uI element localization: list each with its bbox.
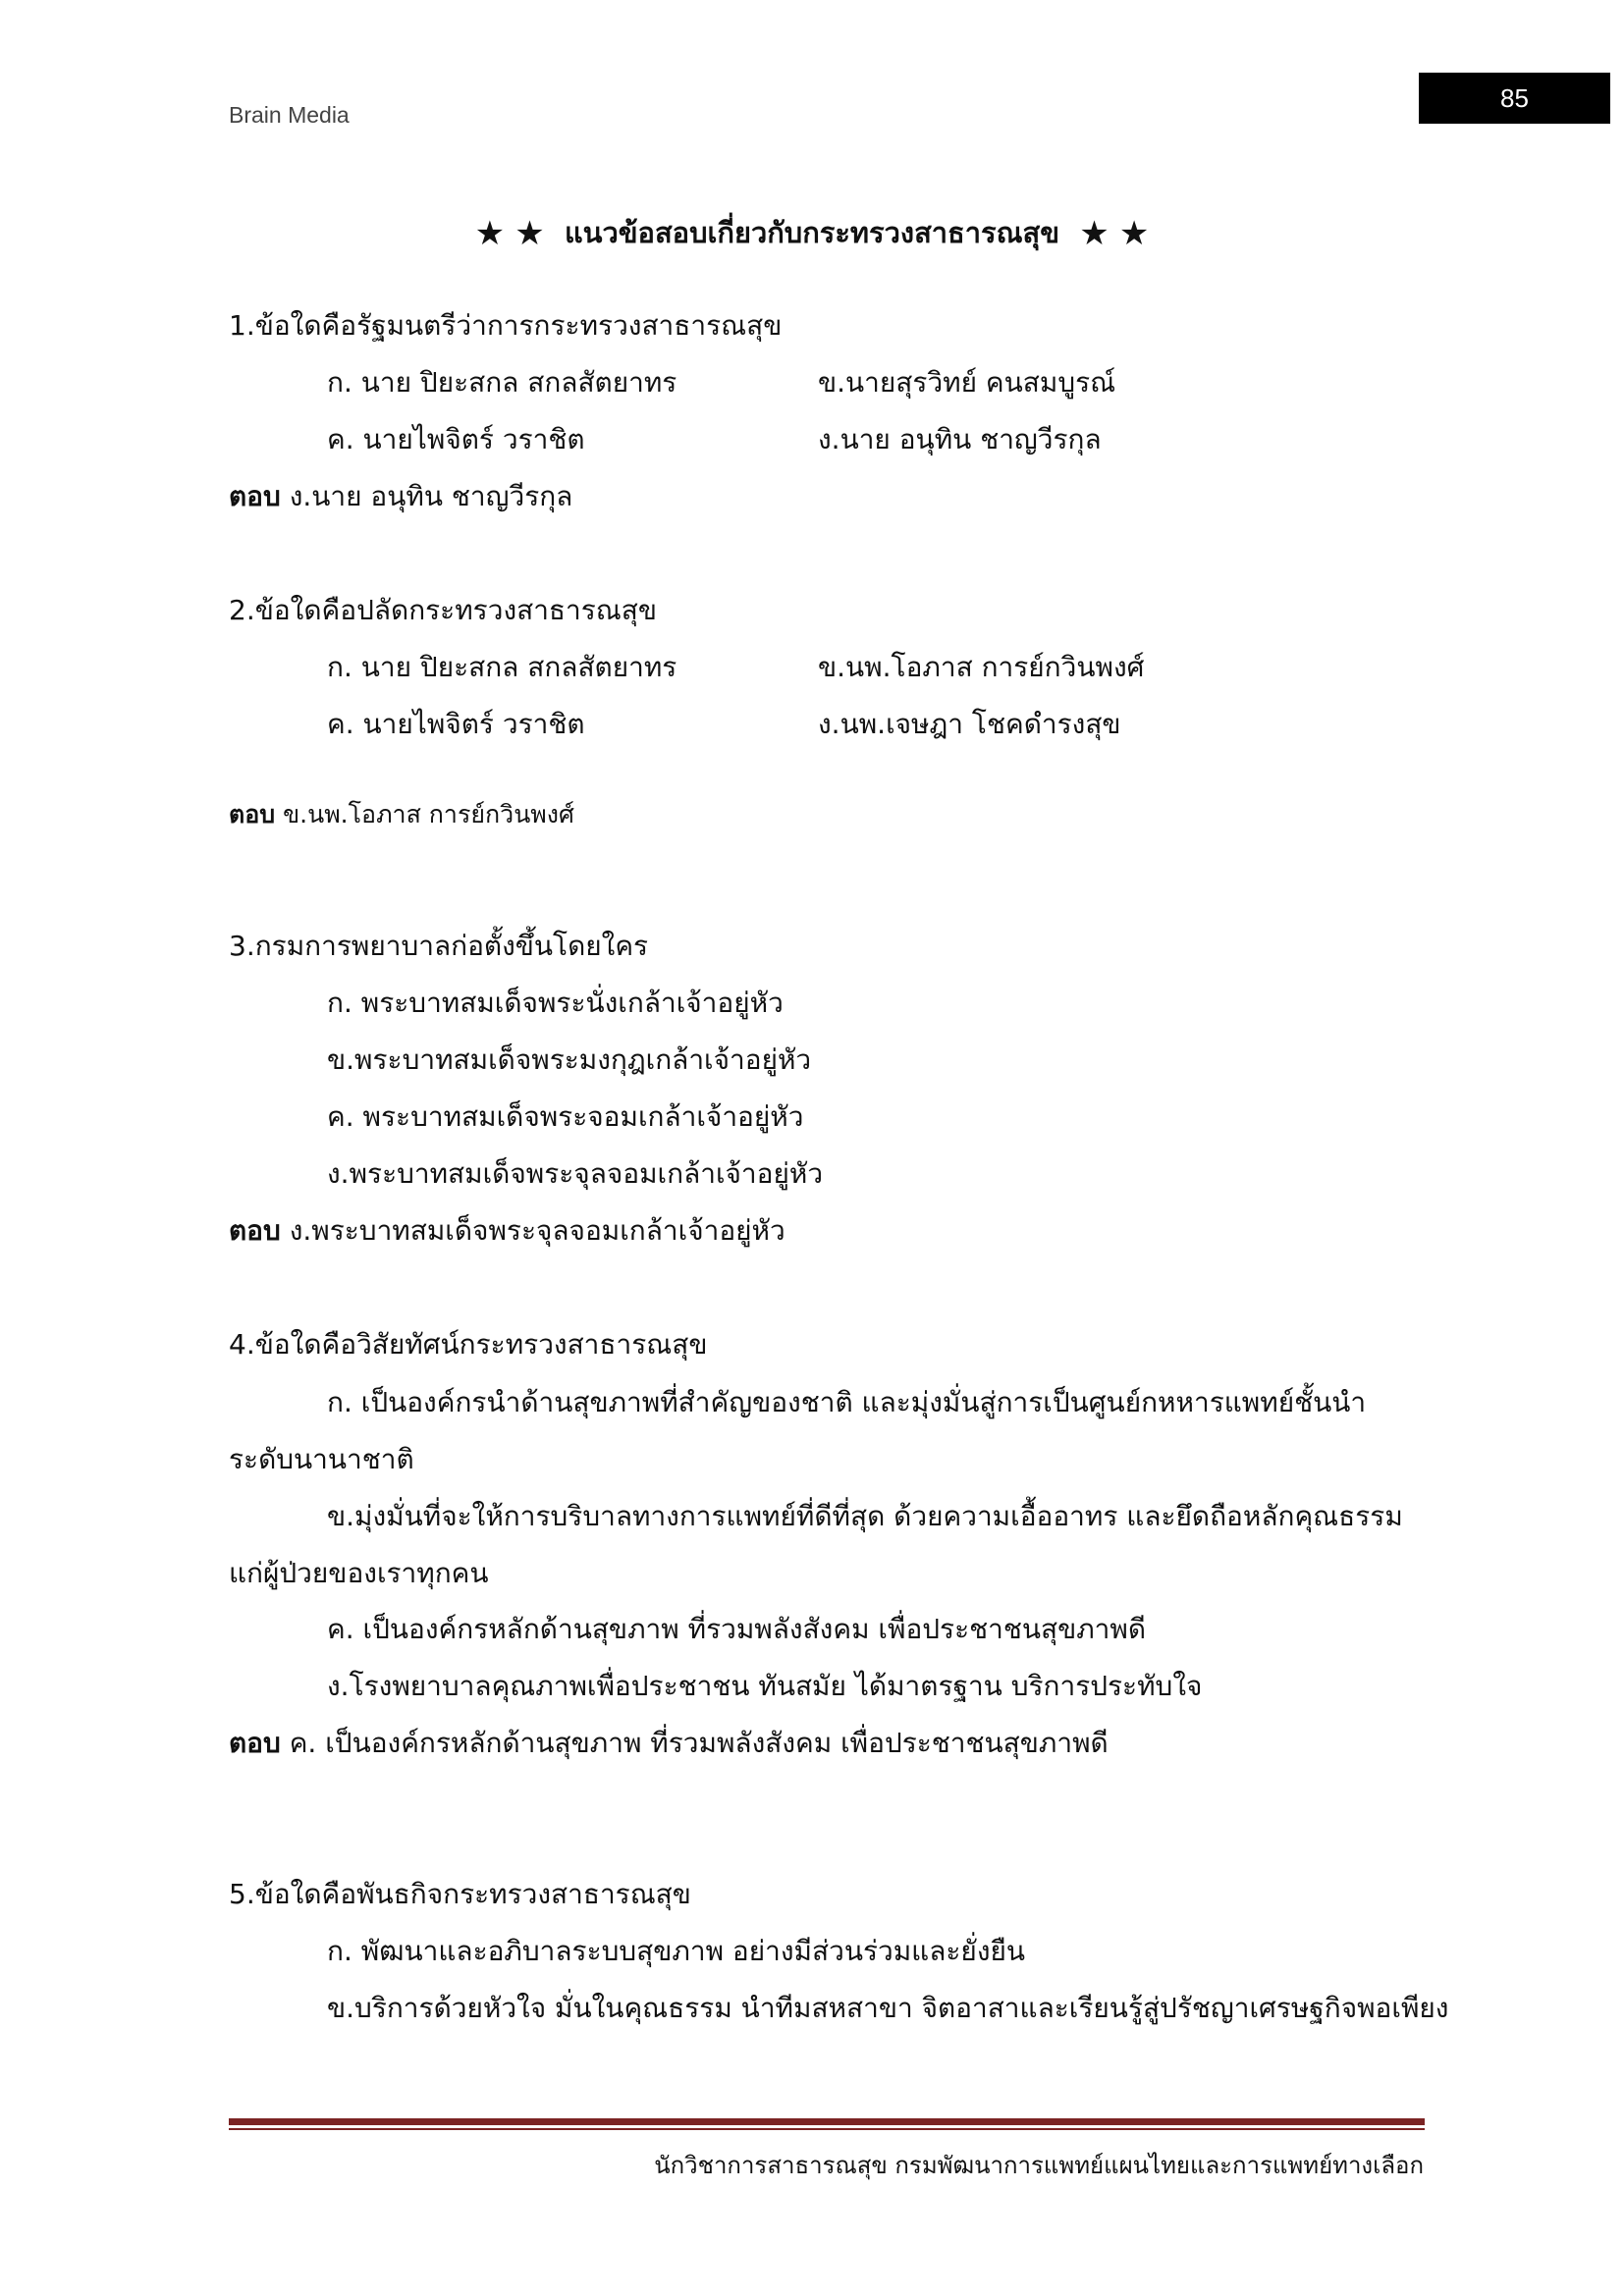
answer-text: ค. เป็นองค์กรหลักด้านสุขภาพ ที่รวมพลังสังคม เพื่อประชาชนสุขภาพดี — [289, 1727, 1109, 1759]
q2-option-d: ง.นพ.เจษฎา โชคดำรงสุข — [818, 708, 1121, 740]
q5-option-b: ข.บริการด้วยหัวใจ มั่นในคุณธรรม นำทีมสหสาขา จิตอาสาและเรียนรู้สู่ปรัชญาเศรษฐกิจพอเพียง — [327, 1992, 1449, 2024]
q1-option-d: ง.นาย อนุทิน ชาญวีรกุล — [818, 423, 1102, 455]
answer-label: ตอบ — [229, 800, 276, 828]
q2-option-b: ข.นพ.โอภาส การย์กวินพงศ์ — [818, 651, 1145, 683]
q2-option-c: ค. นายไพจิตร์ วราชิต — [327, 708, 585, 740]
q1-answer — [229, 477, 572, 516]
q3-answer — [229, 1211, 785, 1251]
page-number: 85 — [1419, 73, 1610, 124]
q3-option-b: ข.พระบาทสมเด็จพระมงกุฎเกล้าเจ้าอยู่หัว — [327, 1043, 812, 1076]
question-5: 5.ข้อใดคือพันธกิจกระทรวงสาธารณสุข — [229, 1878, 691, 1910]
q4-option-d: ง.โรงพยาบาลคุณภาพเพื่อประชาชน ทันสมัย ได้มาตรฐาน บริการประทับใจ — [327, 1670, 1203, 1702]
title-text: แนวข้อสอบเกี่ยวกับกระทรวงสาธารณสุข — [564, 216, 1060, 249]
q4-option-a: ก. เป็นองค์กรนำด้านสุขภาพที่สำคัญของชาติ และมุ่งมั่นสู่การเป็นศูนย์กหหารแพทย์ชั้นนำระดับนานาชาติ — [229, 1386, 1367, 1475]
q1-option-a: ก. นาย ปิยะสกล สกลสัตยาทร — [327, 366, 677, 399]
q2-answer — [229, 795, 574, 834]
q5-option-a: ก. พัฒนาและอภิบาลระบบสุขภาพ อย่างมีส่วนร่วมและยั่งยืน — [327, 1935, 1026, 1967]
q3-option-d: ง.พระบาทสมเด็จพระจุลจอมเกล้าเจ้าอยู่หัว — [327, 1157, 824, 1190]
question-2: 2.ข้อใดคือปลัดกระทรวงสาธารณสุข — [229, 594, 657, 626]
footer-rule — [229, 2118, 1425, 2125]
question-4: 4.ข้อใดคือวิสัยทัศน์กระทรวงสาธารณสุข — [229, 1328, 708, 1361]
q3-option-c: ค. พระบาทสมเด็จพระจอมเกล้าเจ้าอยู่หัว — [327, 1100, 804, 1133]
star-icon: ★ — [514, 214, 545, 253]
answer-text: ง.พระบาทสมเด็จพระจุลจอมเกล้าเจ้าอยู่หัว — [289, 1214, 785, 1247]
answer-text: ข.นพ.โอภาส การย์กวินพงศ์ — [283, 800, 574, 828]
footer-rule-thin — [229, 2128, 1425, 2130]
q2-option-a: ก. นาย ปิยะสกล สกลสัตยาทร — [327, 651, 677, 683]
star-icon: ★ — [1079, 214, 1110, 253]
star-icon: ★ — [1118, 214, 1150, 253]
answer-label: ตอบ — [229, 1727, 281, 1759]
brand-name: Brain Media — [229, 102, 350, 128]
question-1: 1.ข้อใดคือรัฐมนตรีว่าการกระทรวงสาธารณสุข — [229, 309, 783, 342]
star-icon: ★ — [474, 214, 506, 253]
answer-text: ง.นาย อนุทิน ชาญวีรกุล — [289, 480, 573, 512]
q1-option-c: ค. นายไพจิตร์ วราชิต — [327, 423, 585, 455]
page-title — [0, 210, 1624, 255]
q1-option-b: ข.นายสุรวิทย์ คนสมบูรณ์ — [818, 366, 1116, 399]
q4-option-c: ค. เป็นองค์กรหลักด้านสุขภาพ ที่รวมพลังสังคม เพื่อประชาชนสุขภาพดี — [327, 1613, 1147, 1645]
answer-label: ตอบ — [229, 1214, 281, 1247]
q3-option-a: ก. พระบาทสมเด็จพระนั่งเกล้าเจ้าอยู่หัว — [327, 987, 784, 1019]
q4-option-b: ข.มุ่งมั่นที่จะให้การบริบาลทางการแพทย์ที่ดีที่สุด ด้วยความเอื้ออาทร และยึดถือหลักคุณธรรม แก่ผู้ป่วยของเราทุกคน — [229, 1500, 1403, 1589]
answer-label: ตอบ — [229, 480, 281, 512]
question-3: 3.กรมการพยาบาลก่อตั้งขึ้นโดยใคร — [229, 930, 649, 962]
footer-text: นักวิชาการสาธารณสุข กรมพัฒนาการแพทย์แผนไทยและการแพทย์ทางเลือก — [654, 2152, 1424, 2179]
q4-answer — [229, 1724, 1109, 1763]
